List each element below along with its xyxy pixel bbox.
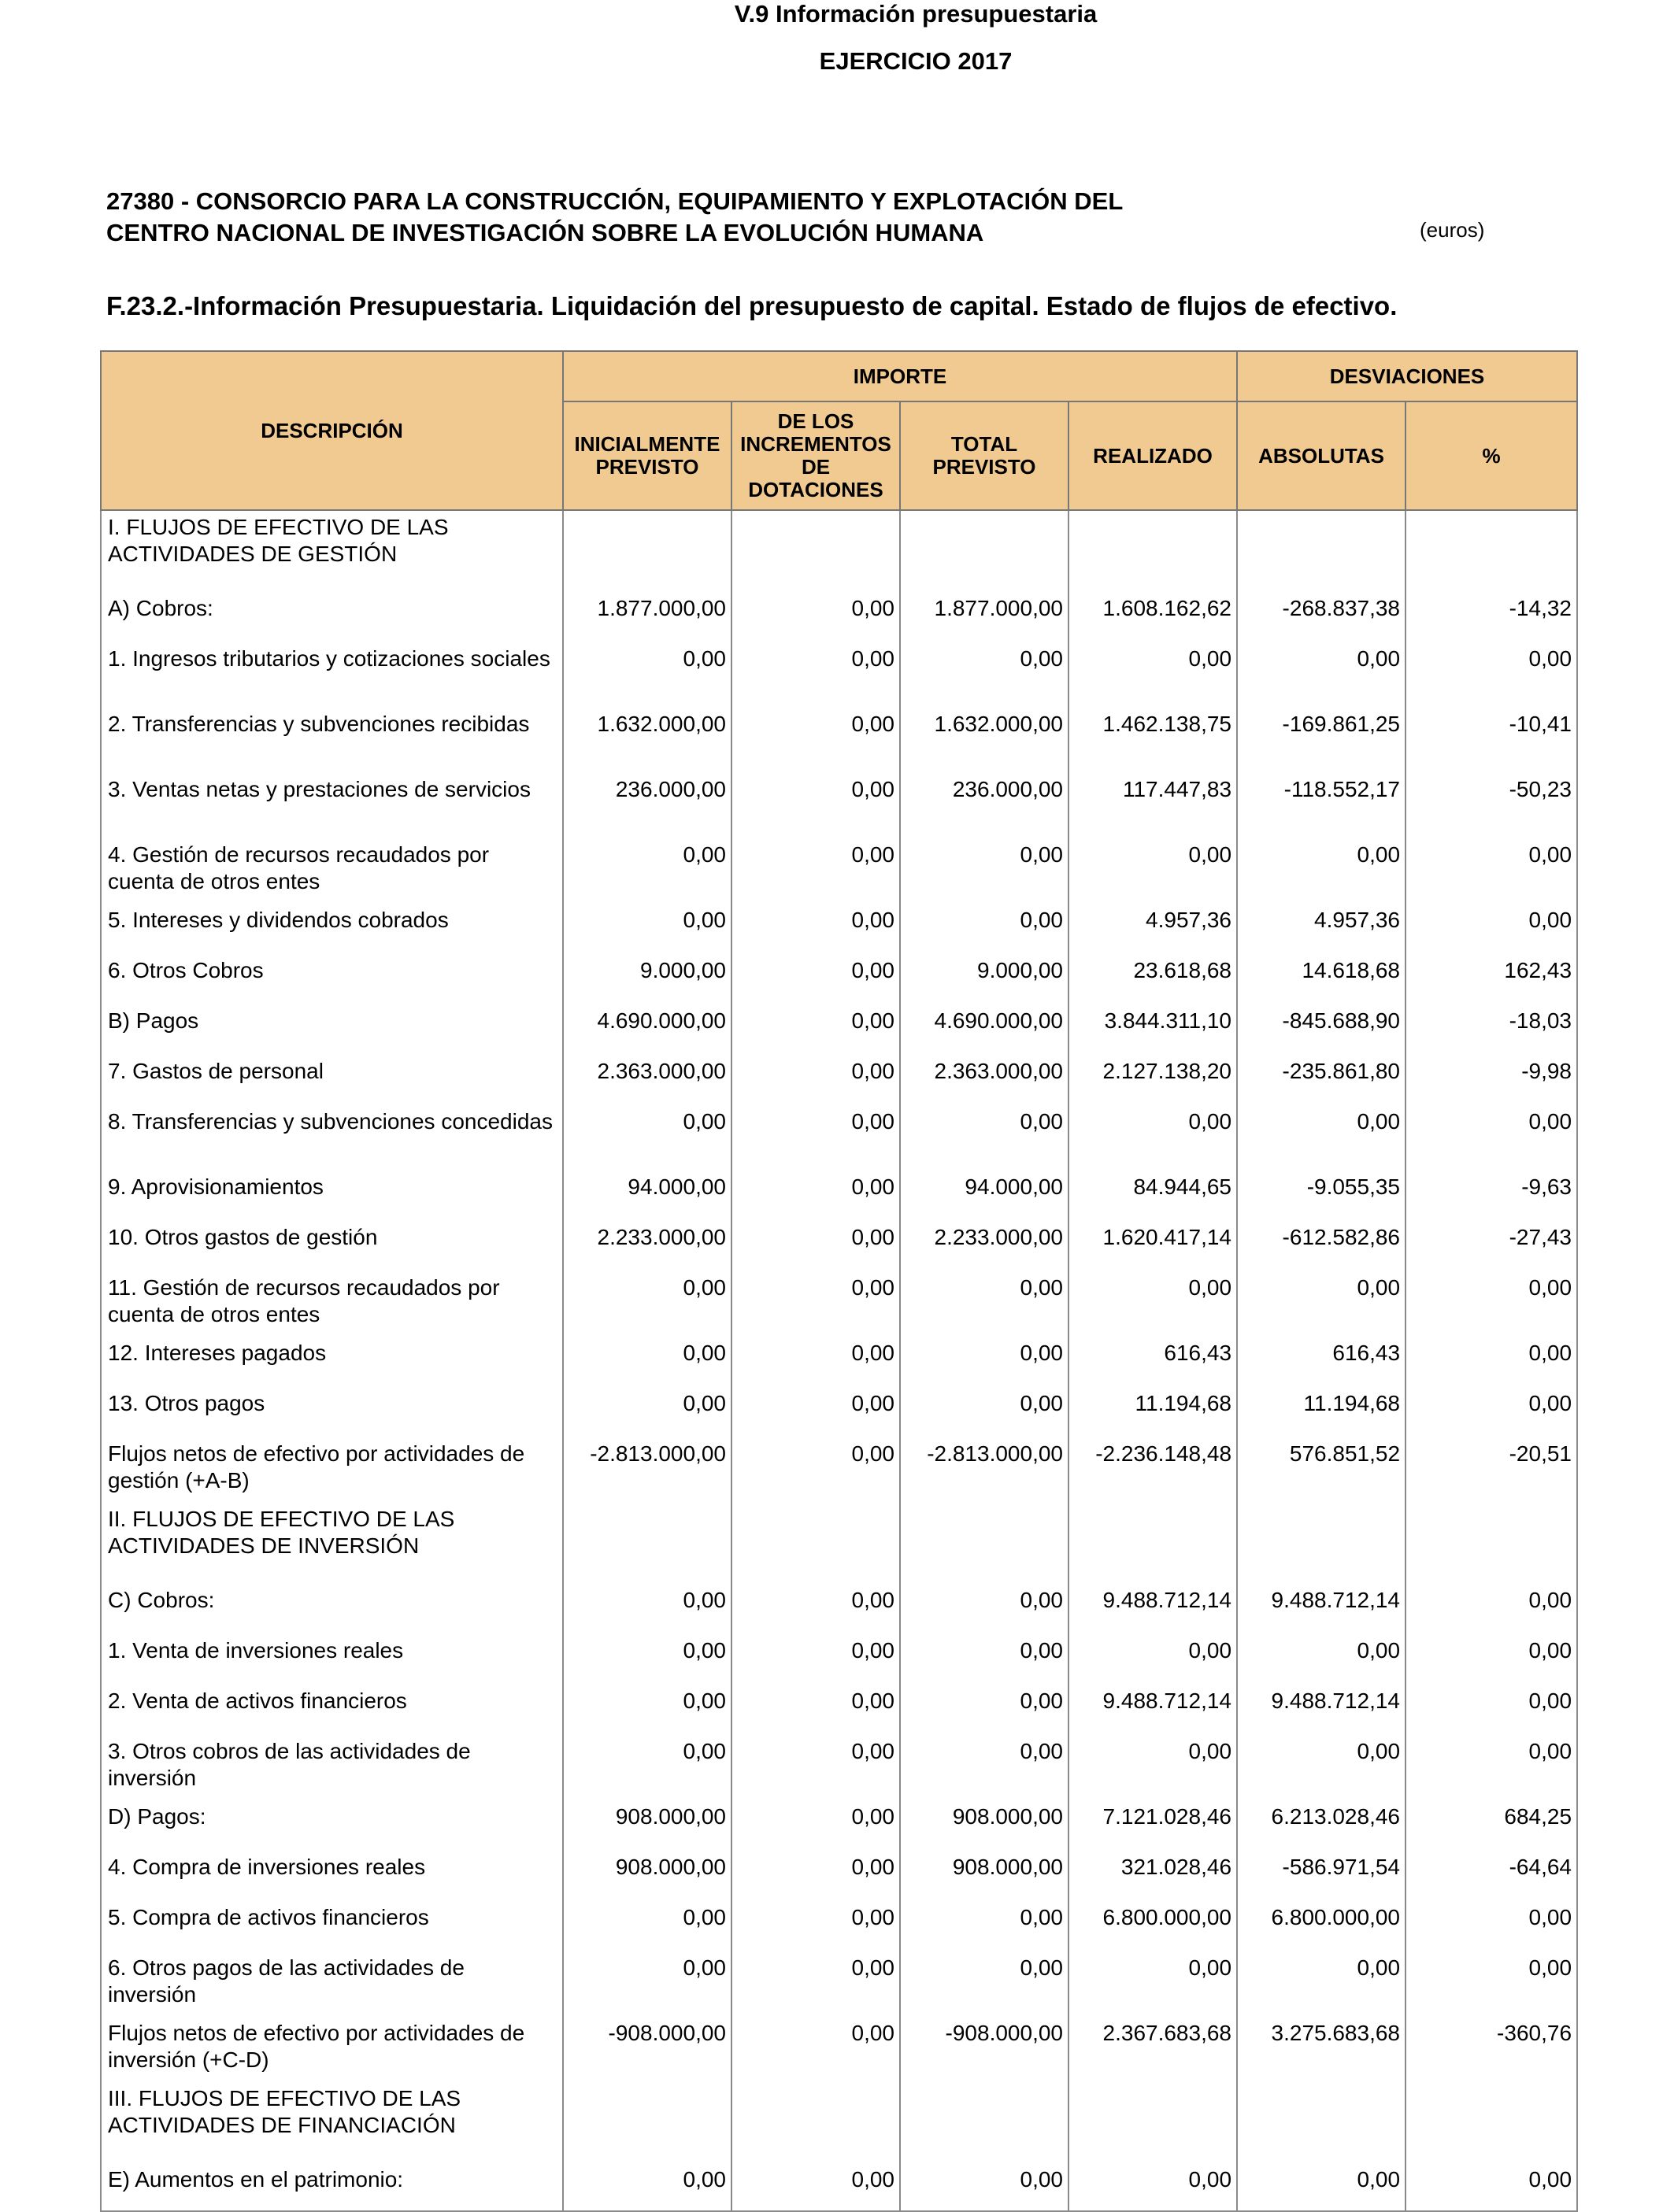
value-cell: 0,00 [1068,2163,1237,2211]
value-cell: 0,00 [900,1735,1068,1800]
value-cell: 0,00 [563,1634,731,1685]
value-cell: 0,00 [1405,1634,1577,1685]
value-cell: 11.194,68 [1237,1387,1405,1437]
value-cell: 94.000,00 [900,1171,1068,1221]
value-cell: 0,00 [563,1901,731,1951]
value-cell: 9.000,00 [900,954,1068,1004]
value-cell: 0,00 [731,1171,900,1221]
value-cell: 0,00 [1068,1634,1237,1685]
table-row [101,1584,1577,1634]
entity-name-line-2: CENTRO NACIONAL DE INVESTIGACIÓN SOBRE LA EVOLUCIÓN HUMANA [106,219,984,246]
value-cell: 0,00 [1237,1951,1405,2017]
value-cell: 0,00 [1068,1271,1237,1337]
table-row [101,1951,1577,2017]
table-row [101,1437,1577,1503]
value-cell: -50,23 [1405,773,1577,838]
value-cell: 117.447,83 [1068,773,1237,838]
value-cell: -18,03 [1405,1004,1577,1055]
value-cell: 84.944,65 [1068,1171,1237,1221]
section-heading-cell: II. FLUJOS DE EFECTIVO DE LAS ACTIVIDADES DE INVERSIÓN [101,1503,563,1584]
value-cell: 0,00 [731,708,900,773]
value-cell: 6.213.028,46 [1237,1800,1405,1851]
description-cell: D) Pagos: [101,1800,563,1851]
description-cell: 8. Transferencias y subvenciones concedidas [101,1105,563,1171]
header-descripcion: DESCRIPCIÓN [101,351,563,510]
value-cell: 0,00 [900,1271,1068,1337]
value-cell [1068,510,1237,592]
fiscal-year: EJERCICIO 2017 [819,47,1013,75]
table-body [101,510,1577,2211]
value-cell: 0,00 [731,1901,900,1951]
value-cell: 162,43 [1405,954,1577,1004]
value-cell: -118.552,17 [1237,773,1405,838]
value-cell: 0,00 [563,1951,731,2017]
value-cell: 0,00 [1068,838,1237,904]
value-cell: 236.000,00 [900,773,1068,838]
description-cell: 2. Venta de activos financieros [101,1685,563,1735]
value-cell: 0,00 [563,1584,731,1634]
table-row [101,1901,1577,1951]
value-cell: 0,00 [731,773,900,838]
value-cell: 3.275.683,68 [1237,2017,1405,2082]
value-cell: 0,00 [900,1634,1068,1685]
value-cell: 0,00 [1237,1271,1405,1337]
value-cell: 684,25 [1405,1800,1577,1851]
value-cell [1237,1503,1405,1584]
description-cell: 1. Venta de inversiones reales [101,1634,563,1685]
value-cell: -9,98 [1405,1055,1577,1105]
description-cell: 11. Gestión de recursos recaudados por cuenta de otros entes [101,1271,563,1337]
value-cell: 9.488.712,14 [1068,1685,1237,1735]
value-cell: -27,43 [1405,1221,1577,1271]
value-cell: 0,00 [1405,1951,1577,2017]
value-cell: 0,00 [1405,1685,1577,1735]
value-cell: 0,00 [563,904,731,954]
value-cell: 0,00 [900,2163,1068,2211]
value-cell [1405,2082,1577,2163]
table-row [101,1735,1577,1800]
value-cell: 0,00 [563,838,731,904]
description-cell: E) Aumentos en el patrimonio: [101,2163,563,2211]
header-realizado: REALIZADO [1068,401,1237,510]
value-cell: 1.462.138,75 [1068,708,1237,773]
entity-name-line-1: 27380 - CONSORCIO PARA LA CONSTRUCCIÓN, EQUIPAMIENTO Y EXPLOTACIÓN DEL [106,187,1124,215]
value-cell: -10,41 [1405,708,1577,773]
value-cell: 9.488.712,14 [1237,1584,1405,1634]
value-cell: 0,00 [563,642,731,708]
section-heading-cell: III. FLUJOS DE EFECTIVO DE LAS ACTIVIDADES DE FINANCIACIÓN [101,2082,563,2163]
value-cell: 2.363.000,00 [900,1055,1068,1105]
table-row [101,592,1577,642]
entity-name [106,186,1445,249]
value-cell: 0,00 [563,2163,731,2211]
description-cell: 1. Ingresos tributarios y cotizaciones sociales [101,642,563,708]
value-cell: 0,00 [731,1584,900,1634]
value-cell: -908.000,00 [563,2017,731,2082]
value-cell: 6.800.000,00 [1237,1901,1405,1951]
value-cell: 0,00 [900,1685,1068,1735]
value-cell: 0,00 [1405,1105,1577,1171]
value-cell: 4.957,36 [1068,904,1237,954]
section-title: F.23.2.-Información Presupuestaria. Liquidación del presupuesto de capital. Estado de flujos de efectivo. [106,291,1398,320]
value-cell: 0,00 [1237,642,1405,708]
value-cell [731,2082,900,2163]
value-cell: 0,00 [731,838,900,904]
table-row [101,1055,1577,1105]
table-row [101,708,1577,773]
value-cell [1068,2082,1237,2163]
table-row [101,1503,1577,1584]
value-cell: 0,00 [731,1634,900,1685]
value-cell: 0,00 [731,904,900,954]
value-cell: -2.236.148,48 [1068,1437,1237,1503]
value-cell: 4.957,36 [1237,904,1405,954]
description-cell: Flujos netos de efectivo por actividades de gestión (+A-B) [101,1437,563,1503]
value-cell: 0,00 [731,1387,900,1437]
value-cell: 23.618,68 [1068,954,1237,1004]
section-heading-cell: I. FLUJOS DE EFECTIVO DE LAS ACTIVIDADES DE GESTIÓN [101,510,563,592]
table-row [101,773,1577,838]
value-cell: 0,00 [731,1271,900,1337]
value-cell: 0,00 [1237,2163,1405,2211]
description-cell: 6. Otros Cobros [101,954,563,1004]
value-cell: 0,00 [1237,838,1405,904]
value-cell: 0,00 [1405,2163,1577,2211]
value-cell: 0,00 [563,1105,731,1171]
header-incrementos-dotaciones: DE LOS INCREMENTOS DE DOTACIONES [731,401,900,510]
value-cell: 94.000,00 [563,1171,731,1221]
value-cell: 908.000,00 [900,1800,1068,1851]
value-cell [900,510,1068,592]
value-cell: 576.851,52 [1237,1437,1405,1503]
description-cell: 5. Intereses y dividendos cobrados [101,904,563,954]
value-cell: 2.367.683,68 [1068,2017,1237,2082]
value-cell: 4.690.000,00 [900,1004,1068,1055]
value-cell: 0,00 [731,1437,900,1503]
table-row [101,1387,1577,1437]
description-cell: 2. Transferencias y subvenciones recibidas [101,708,563,773]
table-row [101,2163,1577,2211]
header-desviaciones: DESVIACIONES [1237,351,1577,401]
value-cell: 0,00 [900,1901,1068,1951]
value-cell [1405,510,1577,592]
value-cell: 0,00 [731,1735,900,1800]
description-cell: 10. Otros gastos de gestión [101,1221,563,1271]
value-cell: 1.620.417,14 [1068,1221,1237,1271]
value-cell: 0,00 [1405,642,1577,708]
header-importe: IMPORTE [563,351,1237,401]
value-cell: -268.837,38 [1237,592,1405,642]
table-row [101,904,1577,954]
value-cell [1237,510,1405,592]
value-cell: 2.233.000,00 [563,1221,731,1271]
value-cell: -612.582,86 [1237,1221,1405,1271]
value-cell: 0,00 [900,904,1068,954]
value-cell: -586.971,54 [1237,1851,1405,1901]
description-cell: 6. Otros pagos de las actividades de inversión [101,1951,563,2017]
table-row [101,1634,1577,1685]
value-cell [731,1503,900,1584]
value-cell [563,2082,731,2163]
value-cell: 0,00 [563,1387,731,1437]
value-cell: -20,51 [1405,1437,1577,1503]
value-cell: 0,00 [731,954,900,1004]
value-cell: 1.877.000,00 [900,592,1068,642]
value-cell: 0,00 [900,1951,1068,2017]
value-cell [563,510,731,592]
table-row [101,2017,1577,2082]
value-cell: 0,00 [731,1221,900,1271]
value-cell: -9.055,35 [1237,1171,1405,1221]
table-row [101,1337,1577,1387]
value-cell [731,510,900,592]
value-cell [1068,1503,1237,1584]
value-cell: 0,00 [731,2163,900,2211]
description-cell: 4. Gestión de recursos recaudados por cuenta de otros entes [101,838,563,904]
value-cell: -2.813.000,00 [563,1437,731,1503]
table-row [101,1105,1577,1171]
value-cell: 0,00 [900,1584,1068,1634]
value-cell: 2.233.000,00 [900,1221,1068,1271]
value-cell: 1.877.000,00 [563,592,731,642]
value-cell: 0,00 [563,1337,731,1387]
value-cell [1237,2082,1405,2163]
header-absolutas: ABSOLUTAS [1237,401,1405,510]
value-cell: 0,00 [731,1800,900,1851]
value-cell: 0,00 [1068,1105,1237,1171]
value-cell: 9.000,00 [563,954,731,1004]
value-cell: 0,00 [900,838,1068,904]
value-cell: 0,00 [731,1951,900,2017]
table-row [101,1271,1577,1337]
value-cell: 321.028,46 [1068,1851,1237,1901]
value-cell: 6.800.000,00 [1068,1901,1237,1951]
value-cell: 0,00 [731,1337,900,1387]
value-cell: 0,00 [731,1685,900,1735]
value-cell: 0,00 [731,1055,900,1105]
table-row [101,642,1577,708]
table-row [101,1004,1577,1055]
value-cell: 0,00 [731,592,900,642]
value-cell: 9.488.712,14 [1237,1685,1405,1735]
value-cell: 0,00 [1405,1901,1577,1951]
value-cell: 9.488.712,14 [1068,1584,1237,1634]
value-cell: 4.690.000,00 [563,1004,731,1055]
value-cell: 0,00 [1068,1735,1237,1800]
document-title: V.9 Información presupuestaria [734,0,1098,28]
value-cell: -235.861,80 [1237,1055,1405,1105]
value-cell: -64,64 [1405,1851,1577,1901]
value-cell: -360,76 [1405,2017,1577,2082]
value-cell: 0,00 [900,1387,1068,1437]
table-row [101,1851,1577,1901]
value-cell: 0,00 [731,1004,900,1055]
value-cell: 0,00 [1405,838,1577,904]
value-cell: 0,00 [1405,1584,1577,1634]
table-row [101,1171,1577,1221]
value-cell: 7.121.028,46 [1068,1800,1237,1851]
value-cell: 0,00 [900,642,1068,708]
value-cell: 908.000,00 [900,1851,1068,1901]
value-cell: 0,00 [1405,1735,1577,1800]
description-cell: 12. Intereses pagados [101,1337,563,1387]
value-cell: 616,43 [1068,1337,1237,1387]
value-cell: -908.000,00 [900,2017,1068,2082]
description-cell: 13. Otros pagos [101,1387,563,1437]
value-cell: 908.000,00 [563,1800,731,1851]
value-cell: 0,00 [1237,1634,1405,1685]
table-row [101,2082,1577,2163]
currency-units: (euros) [1420,218,1485,242]
description-cell: 3. Ventas netas y prestaciones de servicios [101,773,563,838]
header-inicialmente-previsto: INICIALMENTE PREVISTO [563,401,731,510]
description-cell: 7. Gastos de personal [101,1055,563,1105]
description-cell: 3. Otros cobros de las actividades de inversión [101,1735,563,1800]
value-cell: 0,00 [900,1337,1068,1387]
description-cell: Flujos netos de efectivo por actividades de inversión (+C-D) [101,2017,563,2082]
value-cell: 0,00 [1405,904,1577,954]
value-cell: 11.194,68 [1068,1387,1237,1437]
description-cell: C) Cobros: [101,1584,563,1634]
value-cell: 0,00 [731,1105,900,1171]
value-cell: 1.632.000,00 [563,708,731,773]
table-row [101,510,1577,592]
value-cell: 0,00 [1237,1735,1405,1800]
value-cell: 14.618,68 [1237,954,1405,1004]
value-cell: 0,00 [731,642,900,708]
header-total-previsto: TOTAL PREVISTO [900,401,1068,510]
value-cell: 236.000,00 [563,773,731,838]
value-cell: 0,00 [563,1271,731,1337]
value-cell: 616,43 [1237,1337,1405,1387]
description-cell: 4. Compra de inversiones reales [101,1851,563,1901]
header-porcentaje: % [1405,401,1577,510]
value-cell: 0,00 [731,2017,900,2082]
value-cell: 0,00 [1237,1105,1405,1171]
value-cell: -169.861,25 [1237,708,1405,773]
value-cell: 0,00 [1068,642,1237,708]
value-cell: 908.000,00 [563,1851,731,1901]
table-row [101,1221,1577,1271]
value-cell [563,1503,731,1584]
value-cell: 0,00 [731,1851,900,1901]
table-row [101,838,1577,904]
value-cell: 0,00 [563,1735,731,1800]
value-cell [900,2082,1068,2163]
value-cell: 2.127.138,20 [1068,1055,1237,1105]
value-cell: -845.688,90 [1237,1004,1405,1055]
table-row [101,954,1577,1004]
value-cell: 1.632.000,00 [900,708,1068,773]
value-cell: -9,63 [1405,1171,1577,1221]
table-row [101,1800,1577,1851]
description-cell: A) Cobros: [101,592,563,642]
table-row [101,1685,1577,1735]
value-cell: 3.844.311,10 [1068,1004,1237,1055]
value-cell: 0,00 [1405,1387,1577,1437]
value-cell: -2.813.000,00 [900,1437,1068,1503]
value-cell [1405,1503,1577,1584]
value-cell: 0,00 [563,1685,731,1735]
value-cell: 0,00 [1405,1337,1577,1387]
value-cell: 0,00 [900,1105,1068,1171]
value-cell: 0,00 [1068,1951,1237,2017]
value-cell: -14,32 [1405,592,1577,642]
description-cell: 5. Compra de activos financieros [101,1901,563,1951]
value-cell: 0,00 [1405,1271,1577,1337]
value-cell: 2.363.000,00 [563,1055,731,1105]
description-cell: B) Pagos [101,1004,563,1055]
value-cell [900,1503,1068,1584]
description-cell: 9. Aprovisionamientos [101,1171,563,1221]
cash-flow-table [100,350,1578,2212]
value-cell: 1.608.162,62 [1068,592,1237,642]
